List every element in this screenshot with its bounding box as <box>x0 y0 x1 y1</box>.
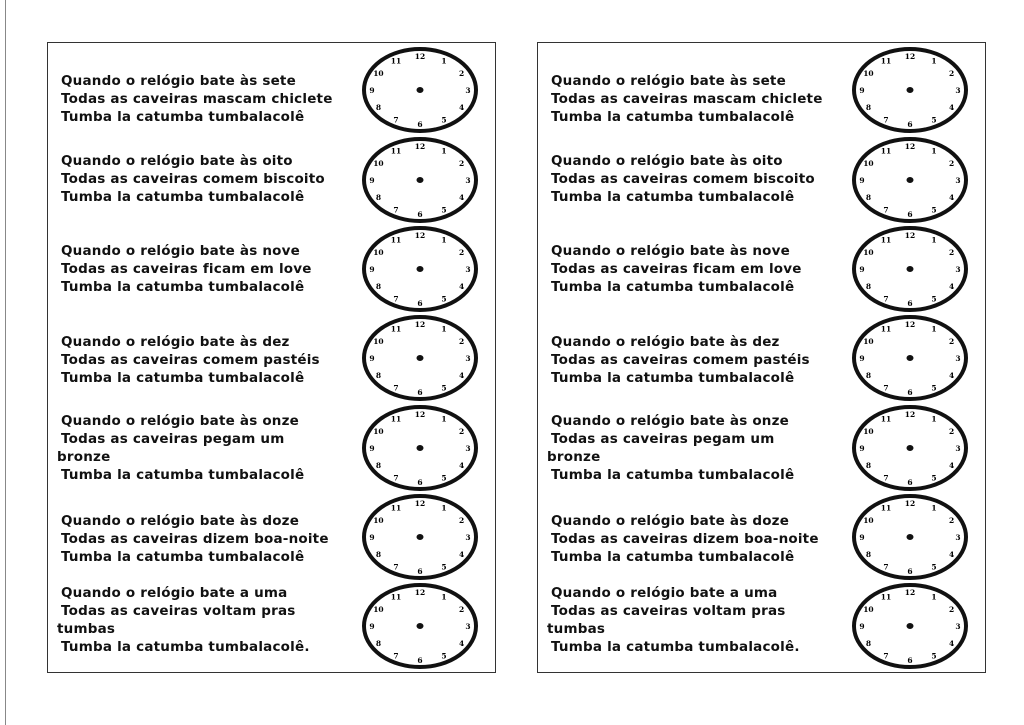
clock-number: 5 <box>931 294 937 304</box>
clock-number: 12 <box>904 142 916 151</box>
stanza-line: Todas as caveiras comem biscoito <box>551 171 815 187</box>
clock-number: 5 <box>441 473 447 483</box>
clock-number: 3 <box>465 533 471 542</box>
stanza-line: Todas as caveiras mascam chiclete <box>551 91 823 107</box>
stanza <box>547 412 795 484</box>
clock-number: 5 <box>441 562 447 572</box>
clock-number: 12 <box>414 588 426 597</box>
clock-number: 11 <box>880 592 892 602</box>
clock-number: 4 <box>948 282 955 291</box>
clock-face <box>360 136 480 226</box>
stanza <box>547 584 800 656</box>
clock-number: 5 <box>441 115 447 125</box>
clock-number: 8 <box>375 103 382 112</box>
clock-number: 10 <box>863 248 874 257</box>
clock-number: 8 <box>865 282 872 291</box>
stanza-line: bronze <box>57 449 111 465</box>
clock-number: 6 <box>907 120 913 129</box>
clock-number: 3 <box>955 176 961 185</box>
stanza-line: Todas as caveiras ficam em love <box>61 261 312 277</box>
clock-center-dot <box>907 534 914 540</box>
clock-number: 7 <box>883 205 889 215</box>
clock-number: 7 <box>883 473 889 483</box>
clock-number: 2 <box>458 516 465 525</box>
clock-face <box>850 493 970 583</box>
clock-number: 11 <box>390 592 402 602</box>
clock-number: 11 <box>880 56 892 66</box>
clock-number: 4 <box>948 371 955 380</box>
clock-number: 2 <box>948 516 955 525</box>
clock-number: 3 <box>465 176 471 185</box>
clock-number: 9 <box>369 176 375 185</box>
clock-number: 8 <box>865 639 872 648</box>
stanza <box>551 512 819 566</box>
stanza-line: Todas as caveiras comem pastéis <box>61 352 320 368</box>
clock-number: 6 <box>417 478 423 487</box>
clock-number: 8 <box>375 371 382 380</box>
clock-number: 10 <box>373 248 384 257</box>
stanza-line: Tumba la catumba tumbalacolê <box>551 109 795 125</box>
stanza-line: Tumba la catumba tumbalacolê. <box>61 639 310 655</box>
clock-number: 6 <box>417 567 423 576</box>
clock-number: 8 <box>375 282 382 291</box>
clock-number: 7 <box>883 562 889 572</box>
clock-number: 2 <box>948 248 955 257</box>
clock-number: 5 <box>931 562 937 572</box>
clock-number: 8 <box>865 461 872 470</box>
clock-number: 1 <box>931 146 937 156</box>
clock-number: 6 <box>417 299 423 308</box>
clock-number: 10 <box>863 427 874 436</box>
clock-number: 3 <box>465 622 471 631</box>
clock-number: 9 <box>369 86 375 95</box>
clock-number: 12 <box>414 142 426 151</box>
clock-number: 6 <box>907 567 913 576</box>
stanza <box>551 152 815 206</box>
clock-number: 4 <box>948 461 955 470</box>
clock-number: 1 <box>441 324 447 334</box>
clock-number: 10 <box>863 69 874 78</box>
stanza-line: Todas as caveiras pegam um <box>551 431 775 447</box>
stanza <box>551 333 810 387</box>
clock-number: 1 <box>931 414 937 424</box>
clock-number: 5 <box>441 651 447 661</box>
clock-number: 11 <box>880 324 892 334</box>
clock-number: 11 <box>390 56 402 66</box>
stanza <box>57 584 310 656</box>
clock-number: 2 <box>458 248 465 257</box>
clock-number: 7 <box>393 383 399 393</box>
stanza-line: Quando o relógio bate às sete <box>61 73 296 89</box>
clock-number: 5 <box>931 115 937 125</box>
clock-number: 6 <box>417 656 423 665</box>
stanza-line: Todas as caveiras pegam um <box>61 431 285 447</box>
clock-face <box>850 225 970 315</box>
clock-number: 9 <box>859 86 865 95</box>
stanza-line: Quando o relógio bate a uma <box>551 585 778 601</box>
clock-number: 11 <box>390 235 402 245</box>
clock-number: 9 <box>859 176 865 185</box>
clock-number: 8 <box>865 103 872 112</box>
clock-number: 1 <box>931 235 937 245</box>
clock-number: 7 <box>883 115 889 125</box>
clock-center-dot <box>417 87 424 93</box>
clock-number: 8 <box>375 639 382 648</box>
clock-number: 4 <box>948 550 955 559</box>
clock-face <box>360 225 480 315</box>
clock-number: 1 <box>441 56 447 66</box>
stanza-line: Tumba la catumba tumbalacolê <box>551 189 795 205</box>
clock-number: 7 <box>393 294 399 304</box>
clock-number: 11 <box>390 503 402 513</box>
clock-number: 3 <box>955 265 961 274</box>
clock-face <box>360 404 480 494</box>
clock-number: 9 <box>369 354 375 363</box>
stanza-line: Tumba la catumba tumbalacolê <box>61 370 305 386</box>
clock-number: 12 <box>414 320 426 329</box>
stanza-line: Tumba la catumba tumbalacolê <box>551 279 795 295</box>
stanza-line: Todas as caveiras voltam pras <box>551 603 786 619</box>
clock-number: 1 <box>931 324 937 334</box>
clock-number: 10 <box>373 605 384 614</box>
stanza-line: Quando o relógio bate às onze <box>61 413 300 429</box>
clock-number: 1 <box>441 414 447 424</box>
clock-number: 2 <box>458 159 465 168</box>
page-edge-line <box>5 0 6 725</box>
stanza-line: Tumba la catumba tumbalacolê <box>61 189 305 205</box>
stanza-line: Quando o relógio bate às oito <box>61 153 293 169</box>
clock-number: 10 <box>863 337 874 346</box>
clock-number: 6 <box>417 210 423 219</box>
clock-number: 10 <box>373 427 384 436</box>
stanza-line: Quando o relógio bate às dez <box>551 334 780 350</box>
clock-number: 4 <box>458 371 465 380</box>
clock-number: 7 <box>883 651 889 661</box>
clock-number: 9 <box>369 533 375 542</box>
clock-number: 10 <box>373 337 384 346</box>
clock-number: 5 <box>441 383 447 393</box>
stanza-line: Quando o relógio bate às nove <box>551 243 790 259</box>
clock-number: 11 <box>390 414 402 424</box>
clock-number: 3 <box>465 354 471 363</box>
clock-number: 3 <box>465 265 471 274</box>
clock-number: 9 <box>369 444 375 453</box>
clock-number: 12 <box>904 52 916 61</box>
worksheet-panel-left <box>47 42 496 673</box>
stanza-line: Todas as caveiras ficam em love <box>551 261 802 277</box>
clock-face <box>850 314 970 404</box>
clock-number: 8 <box>375 550 382 559</box>
stanza-line: Tumba la catumba tumbalacolê <box>61 549 305 565</box>
clock-number: 12 <box>904 588 916 597</box>
stanza-line: Todas as caveiras voltam pras <box>61 603 296 619</box>
stanza <box>61 242 312 296</box>
stanza-line: Quando o relógio bate às doze <box>551 513 790 529</box>
clock-number: 2 <box>948 159 955 168</box>
clock-center-dot <box>907 623 914 629</box>
clock-face <box>850 46 970 136</box>
stanza <box>61 512 329 566</box>
clock-number: 9 <box>369 622 375 631</box>
clock-number: 3 <box>955 444 961 453</box>
clock-number: 8 <box>375 461 382 470</box>
stanza-line: Quando o relógio bate às doze <box>61 513 300 529</box>
clock-number: 2 <box>458 605 465 614</box>
stanza-line: Todas as caveiras dizem boa-noite <box>551 531 819 547</box>
clock-number: 11 <box>390 324 402 334</box>
clock-number: 4 <box>948 193 955 202</box>
clock-number: 4 <box>948 103 955 112</box>
clock-number: 2 <box>948 427 955 436</box>
stanza-line: Tumba la catumba tumbalacolê <box>551 467 795 483</box>
clock-number: 4 <box>948 639 955 648</box>
clock-number: 10 <box>863 516 874 525</box>
clock-number: 7 <box>883 383 889 393</box>
clock-number: 12 <box>414 52 426 61</box>
stanza-line: Tumba la catumba tumbalacolê <box>551 370 795 386</box>
clock-number: 7 <box>393 473 399 483</box>
clock-center-dot <box>417 355 424 361</box>
clock-face <box>360 493 480 583</box>
clock-number: 8 <box>865 550 872 559</box>
clock-number: 1 <box>441 146 447 156</box>
clock-center-dot <box>907 445 914 451</box>
stanza-line: tumbas <box>57 621 116 637</box>
clock-number: 6 <box>417 120 423 129</box>
clock-number: 9 <box>859 354 865 363</box>
clock-center-dot <box>417 177 424 183</box>
clock-number: 2 <box>458 69 465 78</box>
stanza-line: Todas as caveiras comem biscoito <box>61 171 325 187</box>
clock-number: 12 <box>414 231 426 240</box>
clock-number: 8 <box>865 371 872 380</box>
clock-number: 6 <box>417 388 423 397</box>
clock-number: 10 <box>863 159 874 168</box>
clock-number: 3 <box>955 533 961 542</box>
clock-center-dot <box>907 266 914 272</box>
clock-number: 3 <box>465 86 471 95</box>
clock-face <box>850 404 970 494</box>
clock-number: 1 <box>931 592 937 602</box>
clock-number: 3 <box>465 444 471 453</box>
clock-number: 8 <box>865 193 872 202</box>
clock-number: 8 <box>375 193 382 202</box>
stanza-line: tumbas <box>547 621 606 637</box>
clock-number: 6 <box>907 210 913 219</box>
clock-number: 5 <box>441 294 447 304</box>
clock-center-dot <box>907 87 914 93</box>
clock-center-dot <box>417 623 424 629</box>
clock-number: 5 <box>931 205 937 215</box>
clock-number: 10 <box>373 69 384 78</box>
clock-number: 3 <box>955 622 961 631</box>
stanza <box>551 72 823 126</box>
stanza-line: Todas as caveiras mascam chiclete <box>61 91 333 107</box>
clock-number: 1 <box>931 503 937 513</box>
clock-face <box>850 136 970 226</box>
clock-number: 11 <box>880 414 892 424</box>
stanza <box>551 242 802 296</box>
clock-number: 11 <box>880 146 892 156</box>
stanza-line: Tumba la catumba tumbalacolê <box>551 549 795 565</box>
clock-number: 9 <box>859 622 865 631</box>
clock-number: 5 <box>931 473 937 483</box>
clock-number: 6 <box>907 388 913 397</box>
clock-number: 9 <box>859 533 865 542</box>
clock-number: 11 <box>880 235 892 245</box>
clock-number: 2 <box>948 337 955 346</box>
stanza-line: Todas as caveiras dizem boa-noite <box>61 531 329 547</box>
clock-number: 4 <box>458 103 465 112</box>
clock-number: 5 <box>441 205 447 215</box>
clock-number: 9 <box>859 265 865 274</box>
clock-number: 1 <box>441 235 447 245</box>
clock-number: 1 <box>441 503 447 513</box>
clock-face <box>360 46 480 136</box>
clock-number: 12 <box>904 410 916 419</box>
clock-number: 6 <box>907 656 913 665</box>
clock-number: 12 <box>414 410 426 419</box>
stanza-line: Quando o relógio bate às sete <box>551 73 786 89</box>
stanza-line: Quando o relógio bate às oito <box>551 153 783 169</box>
stanza-line: Quando o relógio bate às nove <box>61 243 300 259</box>
clock-number: 4 <box>458 193 465 202</box>
clock-number: 5 <box>931 651 937 661</box>
clock-number: 10 <box>863 605 874 614</box>
worksheet-panel-right <box>537 42 986 673</box>
clock-number: 5 <box>931 383 937 393</box>
clock-number: 4 <box>458 461 465 470</box>
clock-number: 7 <box>393 651 399 661</box>
clock-center-dot <box>417 445 424 451</box>
clock-number: 3 <box>955 354 961 363</box>
clock-number: 7 <box>883 294 889 304</box>
clock-number: 1 <box>441 592 447 602</box>
stanza-line: Todas as caveiras comem pastéis <box>551 352 810 368</box>
clock-number: 10 <box>373 516 384 525</box>
clock-number: 2 <box>458 337 465 346</box>
stanza-line: bronze <box>547 449 601 465</box>
clock-center-dot <box>417 534 424 540</box>
stanza <box>61 152 325 206</box>
clock-number: 1 <box>931 56 937 66</box>
clock-number: 6 <box>907 299 913 308</box>
clock-center-dot <box>417 266 424 272</box>
clock-number: 12 <box>414 499 426 508</box>
clock-center-dot <box>907 355 914 361</box>
clock-number: 9 <box>369 265 375 274</box>
clock-number: 7 <box>393 562 399 572</box>
clock-number: 2 <box>458 427 465 436</box>
clock-center-dot <box>907 177 914 183</box>
stanza-line: Tumba la catumba tumbalacolê <box>61 109 305 125</box>
clock-number: 2 <box>948 605 955 614</box>
stanza <box>57 412 305 484</box>
clock-number: 12 <box>904 231 916 240</box>
clock-number: 2 <box>948 69 955 78</box>
clock-number: 3 <box>955 86 961 95</box>
clock-number: 7 <box>393 115 399 125</box>
clock-number: 11 <box>390 146 402 156</box>
clock-number: 9 <box>859 444 865 453</box>
clock-number: 6 <box>907 478 913 487</box>
clock-number: 4 <box>458 282 465 291</box>
clock-face <box>360 582 480 672</box>
stanza <box>61 72 333 126</box>
stanza <box>61 333 320 387</box>
stanza-line: Tumba la catumba tumbalacolê. <box>551 639 800 655</box>
stanza-line: Quando o relógio bate a uma <box>61 585 288 601</box>
clock-number: 4 <box>458 550 465 559</box>
stanza-line: Quando o relógio bate às dez <box>61 334 290 350</box>
stanza-line: Tumba la catumba tumbalacolê <box>61 279 305 295</box>
clock-number: 11 <box>880 503 892 513</box>
clock-number: 4 <box>458 639 465 648</box>
clock-number: 7 <box>393 205 399 215</box>
stanza-line: Tumba la catumba tumbalacolê <box>61 467 305 483</box>
clock-face <box>360 314 480 404</box>
clock-face <box>850 582 970 672</box>
clock-number: 12 <box>904 320 916 329</box>
clock-number: 12 <box>904 499 916 508</box>
clock-number: 10 <box>373 159 384 168</box>
stanza-line: Quando o relógio bate às onze <box>551 413 790 429</box>
